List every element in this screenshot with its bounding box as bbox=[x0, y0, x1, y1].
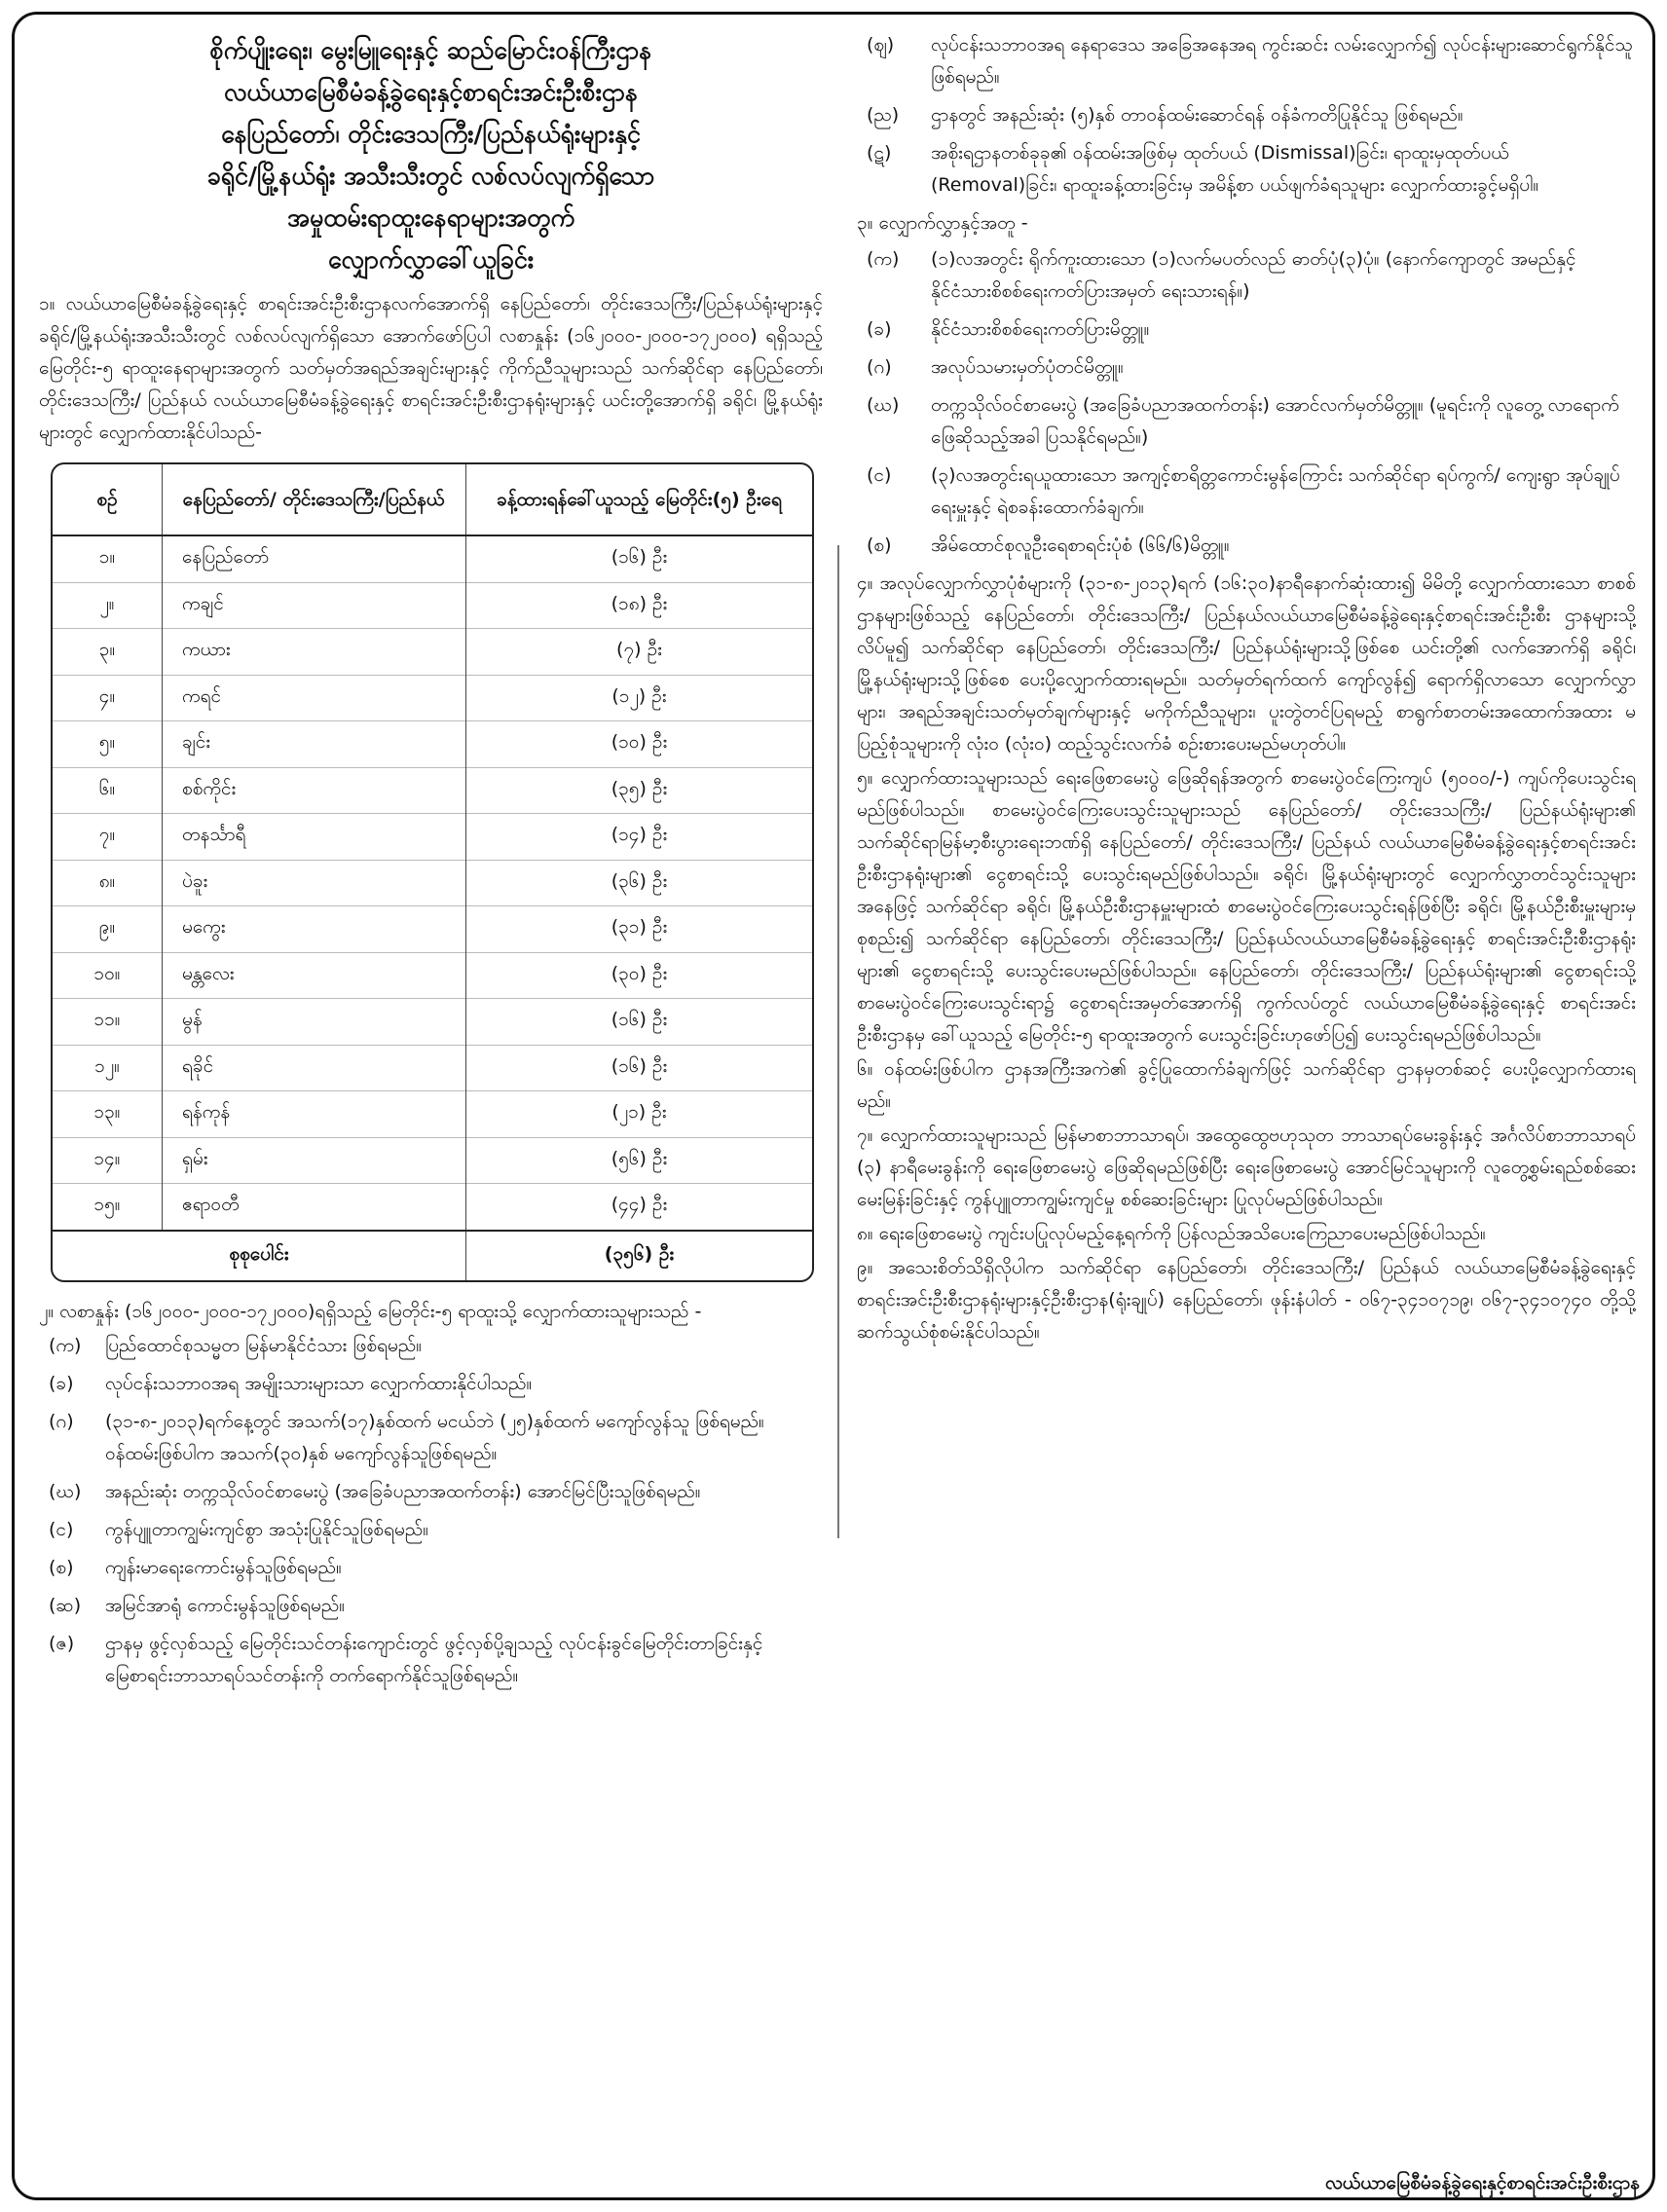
row-count: (၂၁) ဦး bbox=[466, 1091, 813, 1138]
row-count: (၃၁) ဦး bbox=[466, 906, 813, 953]
notice-title bbox=[39, 29, 823, 280]
list-item-text: လုပ်ငန်းသဘာဝအရ နေရာဒေသ အခြေအနေအရ ကွင်းဆင်း လမ်းလျှောက်၍ လုပ်ငန်းများဆောင်ရွက်နိုင်သူ ဖြစ်ရမည်။ bbox=[931, 34, 1633, 88]
list-item-label: (စ) bbox=[867, 535, 892, 556]
list-item-label: (စ) bbox=[49, 1556, 74, 1578]
list-item-label: (ဂ) bbox=[867, 356, 892, 378]
list-item-text: ကျန်းမာရေးကောင်းမွန်သူဖြစ်ရမည်။ bbox=[105, 1556, 342, 1578]
table-row bbox=[53, 582, 812, 629]
vacancy-table bbox=[51, 462, 814, 1282]
list-item-label: (က) bbox=[49, 1334, 82, 1356]
list-item-label: (ဃ) bbox=[867, 394, 900, 416]
row-count: (၃၀) ဦး bbox=[466, 952, 813, 999]
list-item-text: အစိုးရဌာနတစ်ခုခု၏ ဝန်ထမ်းအဖြစ်မှ ထုတ်ပယ် (Dismissal)ခြင်း၊ ရာထူးမှထုတ်ပယ် (Removal)ခြင်း၊ ရာထူးခန့်ထားခြင်းမှ အမိန့်စာ ပယ်ဖျက်ခံရသူများ လျှောက်ထားခွင့်မရှိပါ။ bbox=[931, 142, 1539, 196]
row-number: ၁၂။ bbox=[53, 1045, 163, 1091]
list-item bbox=[857, 99, 1636, 131]
list-item bbox=[857, 351, 1636, 384]
row-count: (၁၄) ဦး bbox=[466, 814, 813, 861]
row-count: (၁၆) ဦး bbox=[466, 999, 813, 1046]
list-item-label: (ဆ) bbox=[49, 1594, 82, 1616]
list-item bbox=[857, 460, 1636, 524]
row-region: ချင်း bbox=[163, 721, 466, 768]
row-number: ၁၃။ bbox=[53, 1091, 163, 1138]
paragraph-9: ၉။ အသေးစိတ်သိရှိလိုပါက သက်ဆိုင်ရာ နေပြည်တော်၊ တိုင်းဒေသကြီး/ ပြည်နယ် လယ်ယာမြေစီမံခန့်ခွဲရေးနှင့်စာရင်းအင်းဦးစီးဌာနရုံးများနှင့်ဦးစီးဌာန(ရုံးချုပ်) နေပြည်တော်၊ ဖုန်းနံပါတ် - ၀၆၇-၃၄၁၀၇၁၉၊ ၀၆၇-၃၄၁၀၇၄၀ တို့သို့ ဆက်သွယ်စုံစမ်းနိုင်ပါသည်။ bbox=[857, 1257, 1636, 1343]
list-item-text: (၁)လအတွင်း ရိုက်ကူးထားသော (၁)လက်မပတ်လည် ဓာတ်ပုံ(၃)ပုံ။ (နောက်ကျောတွင် အမည်နှင့် နိုင်ငံသားစိစစ်ရေးကတ်ပြားအမှတ် ရေးသားရန်။) bbox=[931, 248, 1576, 302]
list-item bbox=[39, 1552, 823, 1584]
title-line: လယ်ယာမြေစီမံခန့်ခွဲရေးနှင့်စာရင်းအင်းဦးစီးဌာန bbox=[223, 78, 639, 106]
list-item-text: ပြည်ထောင်စုသမ္မတ မြန်မာနိုင်ငံသား ဖြစ်ရမည်။ bbox=[105, 1334, 422, 1356]
total-value: (၃၅၆) ဦး bbox=[466, 1231, 813, 1280]
list-item-label: (ဈ) bbox=[867, 34, 895, 55]
list-item-label: (ခ) bbox=[867, 318, 892, 340]
list-item bbox=[39, 1406, 823, 1470]
list-item-text: ဌာနမှ ဖွင့်လှစ်သည့် မြေတိုင်းသင်တန်းကျောင်းတွင် ဖွင့်လှစ်ပို့ချသည့် လုပ်ငန်းခွင်မြေတိုင်းတာခြင်းနှင့် မြေစာရင်းဘာသာရပ်သင်တန်းကို တက်ရောက်နိုင်သူဖြစ်ရမည်။ bbox=[105, 1632, 763, 1686]
col-header-count: ခန့်ထားရန်ခေါ်ယူသည့် မြေတိုင်း(၅) ဦးရေ bbox=[466, 464, 813, 535]
list-item-text: ကွန်ပျူတာကျွမ်းကျင်စွာ အသုံးပြုနိုင်သူဖြစ်ရမည်။ bbox=[105, 1518, 429, 1540]
row-region: ကရင် bbox=[163, 675, 466, 721]
list-item-text: နိုင်ငံသားစိစစ်ရေးကတ်ပြားမိတ္တူ။ bbox=[931, 318, 1150, 340]
row-number: ၅။ bbox=[53, 721, 163, 768]
paragraph-4: ၄။ အလုပ်လျှောက်လွှာပုံစံများကို (၃၁-၈-၂၀၁၃)ရက် (၁၆:၃၀)နာရီနောက်ဆုံးထား၍ မိမိတို့ လျှောက်ထားသော စာစစ်ဌာနများဖြစ်သည့် နေပြည်တော်၊ တိုင်းဒေသကြီး/ ပြည်နယ်လယ်ယာမြေစီမံခန့်ခွဲရေးနှင့်စာရင်းအင်းဦးစီး ဌာနများသို့ လိပ်မူ၍ သက်ဆိုင်ရာ နေပြည်တော်၊ တိုင်းဒေသကြီး/ ပြည်နယ်ရုံးများသို့ဖြစ်စေ ယင်းတို့၏ လက်အောက်ရှိ ခရိုင်၊ မြို့နယ်ရုံးများသို့ဖြစ်စေ ပေးပို့လျှောက်ထားရမည်။ သတ်မှတ်ရက်ထက် ကျော်လွန်၍ ရောက်ရှိလာသော လျှောက်လွှာများ၊ အရည်အချင်းသတ်မှတ်ချက်များနှင့် မကိုက်ညီသူများ၊ ပူးတွဲတင်ပြရမည့် စာရွက်စာတမ်းအထောက်အထား မပြည့်စုံသူများကို လုံးဝ (လုံးဝ) ထည့်သွင်းလက်ခံ စဉ်းစားပေးမည်မဟုတ်ပါ။ bbox=[857, 572, 1636, 755]
table-row bbox=[53, 814, 812, 861]
row-number: ၆။ bbox=[53, 767, 163, 814]
list-item-label: (ဂ) bbox=[49, 1410, 74, 1432]
row-number: ၁။ bbox=[53, 535, 163, 582]
title-line: လျှောက်လွှာခေါ်ယူခြင်း bbox=[327, 245, 535, 274]
total-label: စုစုပေါင်း bbox=[53, 1231, 466, 1280]
row-number: ၂။ bbox=[53, 582, 163, 629]
table-row bbox=[53, 535, 812, 582]
list-item-text: အိမ်ထောင်စုလူဦးရေစာရင်းပုံစံ (၆၆/၆)မိတ္တူ။ bbox=[931, 535, 1230, 556]
list-item bbox=[39, 1514, 823, 1546]
row-region: ရခိုင် bbox=[163, 1045, 466, 1091]
section-3-heading: ၃။ လျှောက်လွှာနှင့်အတူ - bbox=[857, 212, 1028, 234]
row-count: (၇) ဦး bbox=[466, 629, 813, 676]
list-item bbox=[39, 1628, 823, 1692]
row-region: ကချင် bbox=[163, 582, 466, 629]
title-line: ခရိုင်/မြို့နယ်ရုံး အသီးသီးတွင် လစ်လပ်လျက်ရှိသော bbox=[206, 162, 655, 190]
row-number: ၁၀။ bbox=[53, 952, 163, 999]
list-item-text: (၃)လအတွင်းရယူထားသော အကျင့်စာရိတ္တကောင်းမွန်ကြောင်း သက်ဆိုင်ရာ ရပ်ကွက်/ ကျေးရွာ အုပ်ချုပ်ရေးမှူးနှင့် ရဲစခန်းထောက်ခံချက်။ bbox=[931, 464, 1620, 518]
left-column bbox=[39, 29, 823, 1698]
table-row bbox=[53, 675, 812, 721]
row-count: (၁၂) ဦး bbox=[466, 675, 813, 721]
list-item-label: (င) bbox=[49, 1518, 74, 1540]
signature-line: လယ်ယာမြေစီမံခန့်ခွဲရေးနှင့်စာရင်းအင်းဦးစီးဌာန bbox=[1324, 2172, 1640, 2194]
list-item-label: (င) bbox=[867, 464, 892, 486]
row-number: ၃။ bbox=[53, 629, 163, 676]
paragraph-6: ၆။ ဝန်ထမ်းဖြစ်ပါက ဌာနအကြီးအကဲ၏ ခွင့်ပြုထောက်ခံချက်ဖြင့် သက်ဆိုင်ရာ ဌာနမှတစ်ဆင့် ပေးပို့လျှောက်ထားရမည်။ bbox=[857, 1058, 1636, 1112]
row-count: (၁၆) ဦး bbox=[466, 535, 813, 582]
list-item-text: တက္ကသိုလ်ဝင်စာမေးပွဲ (အခြေခံပညာအထက်တန်း) အောင်လက်မှတ်မိတ္တူ။ (မူရင်းကို လူတွေ့ လာရောက်ဖြေဆိုသည့်အခါ ပြသနိုင်ရမည်။) bbox=[931, 394, 1619, 448]
list-item bbox=[857, 530, 1636, 562]
table-row bbox=[53, 767, 812, 814]
list-item-text: ဌာနတွင် အနည်းဆုံး (၅)နှစ် တာဝန်ထမ်းဆောင်ရန် ဝန်ခံကတိပြုနိုင်သူ ဖြစ်ရမည်။ bbox=[931, 104, 1463, 126]
list-item bbox=[857, 243, 1636, 308]
right-column bbox=[857, 29, 1636, 1350]
row-number: ၁၄။ bbox=[53, 1137, 163, 1184]
list-item bbox=[857, 313, 1636, 346]
row-number: ၈။ bbox=[53, 860, 163, 906]
col-header-no: စဉ် bbox=[53, 464, 163, 535]
row-number: ၁၁။ bbox=[53, 999, 163, 1046]
list-item-label: (ဃ) bbox=[49, 1480, 82, 1502]
title-line: စိုက်ပျိုးရေး၊ မွေးမြူရေးနှင့် ဆည်မြောင်းဝန်ကြီးဌာန bbox=[209, 36, 652, 64]
table-row bbox=[53, 952, 812, 999]
paragraph-5: ၅။ လျှောက်ထားသူများသည် ရေးဖြေစာမေးပွဲ ဖြေဆိုရန်အတွက် စာမေးပွဲဝင်ကြေးကျပ် (၅၀၀၀/-) ကျပ်ကိုပေးသွင်းရမည်ဖြစ်ပါသည်။ စာမေးပွဲဝင်ကြေးပေးသွင်းသူများသည် နေပြည်တော်/ တိုင်းဒေသကြီး/ ပြည်နယ်ရုံးများ၏ သက်ဆိုင်ရာမြန်မာ့စီးပွားရေးဘဏ်ရှိ နေပြည်တော်/ တိုင်းဒေသကြီး/ ပြည်နယ် လယ်ယာမြေစီမံခန့်ခွဲရေးနှင့်စာရင်းအင်းဦးစီးဌာနရုံးများ၏ ငွေစာရင်းသို့ ပေးသွင်းရမည်ဖြစ်ပါသည်။ ခရိုင်၊ မြို့နယ်ရုံးများတွင် လျှောက်လွှာတင်သွင်းသူများအနေဖြင့် သက်ဆိုင်ရာ ခရိုင်၊ မြို့နယ်ဦးစီးဌာနမှူးများထံ စာမေးပွဲဝင်ကြေးပေးသွင်းရန်ဖြစ်ပြီး ခရိုင်၊ မြို့နယ်ဦးစီးမှူးများမှ စုစည်း၍ သက်ဆိုင်ရာ နေပြည်တော်၊ တိုင်းဒေသကြီး/ ပြည်နယ်လယ်ယာမြေစီမံခန့်ခွဲရေးနှင့် စာရင်းအင်းဦးစီးဌာနရုံးများ၏ ငွေစာရင်းသို့ ပေးသွင်းပေးမည်ဖြစ်ပါသည်။ နေပြည်တော်၊ တိုင်းဒေသကြီး/ ပြည်နယ်ရုံးများ၏ ငွေစာရင်းသို့ စာမေးပွဲဝင်ကြေးပေးသွင်းရာ၌ ငွေစာရင်းအမှတ်အောက်ရှိ ကွက်လပ်တွင် လယ်ယာမြေစီမံခန့်ခွဲရေးနှင့် စာရင်းအင်းဦးစီးဌာနမှ ခေါ်ယူသည့် မြေတိုင်း-၅ ရာထူးအတွက် ပေးသွင်းခြင်းဟုဖော်ပြ၍ ပေးသွင်းရမည်ဖြစ်ပါသည်။ bbox=[857, 767, 1636, 1046]
row-region: နေပြည်တော် bbox=[163, 535, 466, 582]
row-region: ကယား bbox=[163, 629, 466, 676]
row-count: (၅၆) ဦး bbox=[466, 1137, 813, 1184]
list-item-label: (ဇ) bbox=[49, 1632, 75, 1654]
list-item bbox=[39, 1476, 823, 1508]
list-item bbox=[857, 389, 1636, 454]
row-region: ပဲခူး bbox=[163, 860, 466, 906]
list-item-label: (ည) bbox=[867, 104, 900, 126]
table-row bbox=[53, 629, 812, 676]
list-item-label: (ဋ) bbox=[867, 142, 892, 164]
row-count: (၁၈) ဦး bbox=[466, 582, 813, 629]
paragraph-7: ၇။ လျှောက်ထားသူများသည် မြန်မာစာဘာသာရပ်၊ အထွေထွေဗဟုသုတ ဘာသာရပ်မေးခွန်းနှင့် အင်္ဂလိပ်စာဘာသာရပ် (၃) နာရီမေးခွန်းကို ရေးဖြေစာမေးပွဲ ဖြေဆိုရမည်ဖြစ်ပြီး ရေးဖြေစာမေးပွဲ အောင်မြင်သူများကို လူတွေ့စွမ်းရည်စစ်ဆေးမေးမြန်းခြင်းနှင့် ကွန်ပျူတာကျွမ်းကျင်မှု စစ်ဆေးခြင်းများ ပြုလုပ်မည်ဖြစ်ပါသည်။ bbox=[857, 1124, 1636, 1210]
list-item-label: (ခ) bbox=[49, 1372, 74, 1394]
table-row bbox=[53, 1184, 812, 1231]
table-row bbox=[53, 906, 812, 953]
attachments-list bbox=[857, 243, 1636, 562]
row-number: ၇။ bbox=[53, 814, 163, 861]
table-header-row bbox=[53, 464, 812, 535]
requirements-list bbox=[39, 1330, 823, 1692]
table-row bbox=[53, 721, 812, 768]
list-item bbox=[39, 1330, 823, 1362]
list-item-text: အလုပ်သမားမှတ်ပုံတင်မိတ္တူ။ bbox=[931, 356, 1124, 378]
row-region: စစ်ကိုင်း bbox=[163, 767, 466, 814]
row-number: ၁၅။ bbox=[53, 1184, 163, 1231]
row-count: (၄၄) ဦး bbox=[466, 1184, 813, 1231]
row-number: ၉။ bbox=[53, 906, 163, 953]
row-region: ဧရာဝတီ bbox=[163, 1184, 466, 1231]
row-count: (၁၀) ဦး bbox=[466, 721, 813, 768]
list-item-text: လုပ်ငန်းသဘာဝအရ အမျိုးသားများသာ လျှောက်ထားနိုင်ပါသည်။ bbox=[105, 1372, 533, 1394]
column-divider bbox=[837, 545, 839, 1538]
table-row bbox=[53, 1137, 812, 1184]
table-row bbox=[53, 1045, 812, 1091]
row-region: မကွေး bbox=[163, 906, 466, 953]
list-item-label: (က) bbox=[867, 248, 900, 270]
paragraph-2: ၂။ လစာနှုန်း (၁၆၂၀၀၀-၂၀၀၀-၁၇၂၀၀၀)ရရှိသည့် မြေတိုင်း-၅ ရာထူးသို့ လျှောက်ထားသူများသည် - bbox=[39, 1300, 702, 1322]
table-row bbox=[53, 999, 812, 1046]
row-region: ရန်ကုန် bbox=[163, 1091, 466, 1138]
row-region: ရှမ်း bbox=[163, 1137, 466, 1184]
title-line: နေပြည်တော်၊ တိုင်းဒေသကြီး/ပြည်နယ်ရုံးများနှင့် bbox=[221, 120, 641, 148]
col-header-region: နေပြည်တော်/ တိုင်းဒေသကြီး/ပြည်နယ် bbox=[163, 464, 466, 535]
row-region: မန္တလေး bbox=[163, 952, 466, 999]
row-count: (၁၆) ဦး bbox=[466, 1045, 813, 1091]
row-region: တနင်္သာရီ bbox=[163, 814, 466, 861]
title-line: အမှုထမ်းရာထူးနေရာများအတွက် bbox=[287, 203, 574, 232]
list-item bbox=[39, 1590, 823, 1622]
list-item bbox=[857, 137, 1636, 202]
list-item-text: (၃၁-၈-၂၀၁၃)ရက်နေ့တွင် အသက်(၁၇)နှစ်ထက် မငယ်ဘဲ (၂၅)နှစ်ထက် မကျော်လွန်သူ ဖြစ်ရမည်။ ဝန်ထမ်းဖြစ်ပါက အသက်(၃၀)နှစ် မကျော်လွန်သူဖြစ်ရမည်။ bbox=[105, 1410, 764, 1464]
table-row bbox=[53, 1091, 812, 1138]
list-item-text: အနည်းဆုံး တက္ကသိုလ်ဝင်စာမေးပွဲ (အခြေခံပညာအထက်တန်း) အောင်မြင်ပြီးသူဖြစ်ရမည်။ bbox=[105, 1480, 701, 1502]
list-item-text: အမြင်အာရုံ ကောင်းမွန်သူဖြစ်ရမည်။ bbox=[105, 1594, 345, 1616]
row-count: (၃၅) ဦး bbox=[466, 767, 813, 814]
list-item bbox=[39, 1368, 823, 1400]
row-count: (၃၆) ဦး bbox=[466, 860, 813, 906]
row-region: မွန် bbox=[163, 999, 466, 1046]
paragraph-1: ၁။ လယ်ယာမြေစီမံခန့်ခွဲရေးနှင့် စာရင်းအင်းဦးစီးဌာနလက်အောက်ရှိ နေပြည်တော်၊ တိုင်းဒေသကြီး/ပြည်နယ်ရုံးများနှင့် ခရိုင်/မြို့နယ်ရုံးအသီးသီးတွင် လစ်လပ်လျက်ရှိသော အောက်ဖော်ပြပါ လစာနှုန်း (၁၆၂၀၀၀-၂၀၀၀-၁၇၂၀၀၀) ရရှိသည့် မြေတိုင်း-၅ ရာထူးနေရာများအတွက် သတ်မှတ်အရည်အချင်းများနှင့် ကိုက်ညီသူများသည် သက်ဆိုင်ရာ နေပြည်တော်၊ တိုင်းဒေသကြီး/ ပြည်နယ် လယ်ယာမြေစီမံခန့်ခွဲရေးနှင့် စာရင်းအင်းဦးစီးဌာနရုံးများနှင့် ယင်းတို့အောက်ရှိ ခရိုင်၊ မြို့နယ်ရုံးများတွင် လျှောက်ထားနိုင်ပါသည်- bbox=[39, 293, 823, 443]
requirements-list-continued bbox=[857, 29, 1636, 202]
list-item bbox=[857, 29, 1636, 93]
paragraph-8: ၈။ ရေးဖြေစာမေးပွဲ ကျင်းပပြုလုပ်မည့်နေ့ရက်ကို ပြန်လည်အသိပေးကြေညာပေးမည်ဖြစ်ပါသည်။ bbox=[857, 1223, 1486, 1244]
table-total-row bbox=[53, 1231, 812, 1280]
row-number: ၄။ bbox=[53, 675, 163, 721]
table-row bbox=[53, 860, 812, 906]
